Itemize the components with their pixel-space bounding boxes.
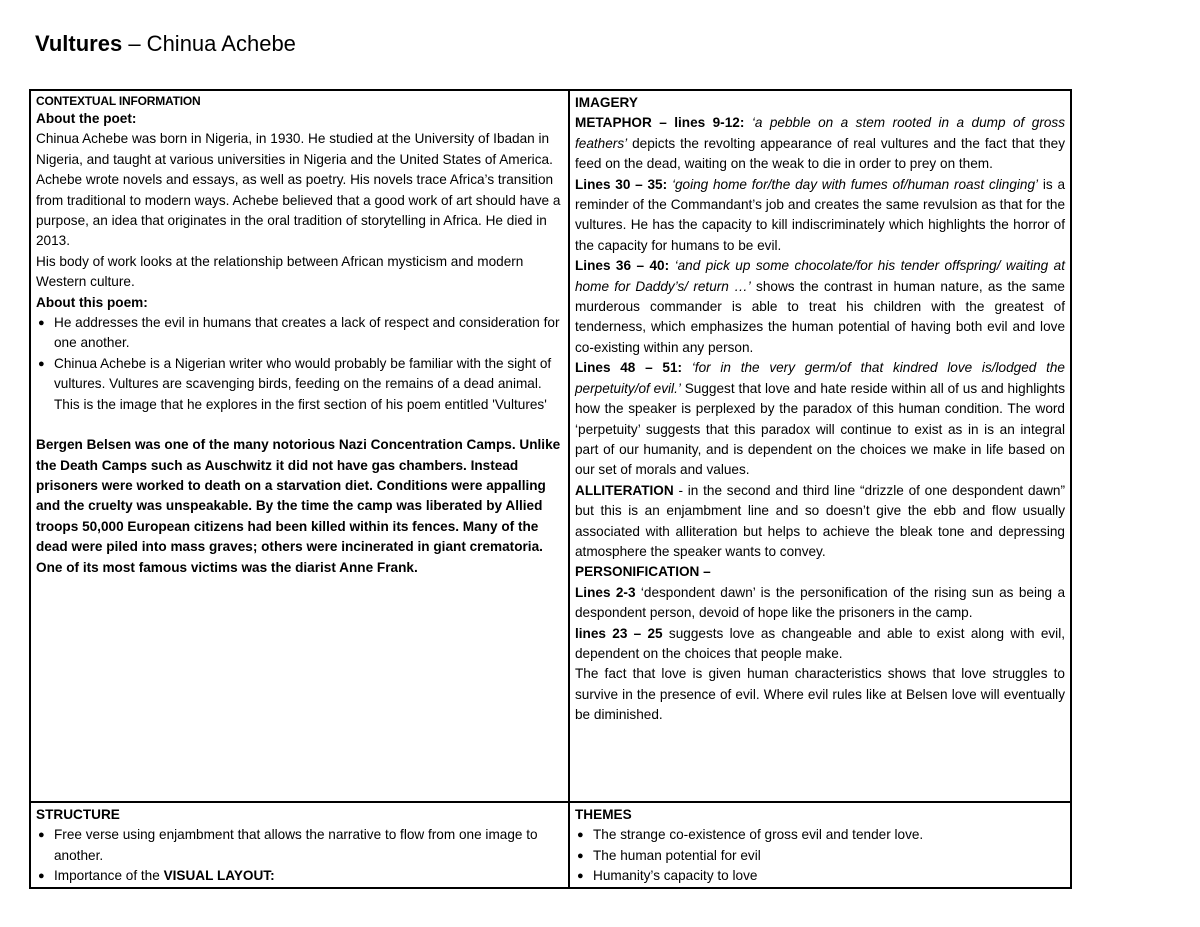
closing-paragraph: The fact that love is given human characteristics shows that love struggles to survive in the presence of evil. Where evil rules like at Belsen love will eventually be diminished. xyxy=(575,666,1065,723)
list-item: ● The strange co-existence of gross evil and tender love. xyxy=(593,825,1065,845)
list-item: ● Chinua Achebe is a Nigerian writer who would probably be familiar with the sight of vultures. Vultures are scavenging birds, feeding on the remains of a dead animal. This is the image that he explores in the first section of his poem entitled 'Vultures' xyxy=(38,355,552,412)
structure-list xyxy=(36,825,563,886)
list-item: ● Free verse using enjambment that allows the narrative to flow from one image to another. xyxy=(38,827,538,863)
imagery-heading: IMAGERY xyxy=(575,95,638,110)
bullet-icon: ● xyxy=(38,357,45,370)
list-item: ● The human potential for evil xyxy=(593,846,1065,866)
themes-list xyxy=(575,825,1065,886)
alliteration-paragraph: ALLITERATION - in the second and third line “drizzle of one despondent dawn” but this is an enjambment line and so doesn’t give the ebb and flow usually associated with alliteration but helps to achieve the bleak tone and depressing atmosphere the speaker wants to convey. xyxy=(575,482,1065,559)
list-item: ● He addresses the evil in humans that creates a lack of respect and consideration for one another. xyxy=(38,315,560,351)
about-poet-text-2: His body of work looks at the relationship between African mysticism and modern Western culture. xyxy=(36,253,524,290)
about-poem-heading: About this poem: xyxy=(36,294,148,310)
belsen-paragraph: Bergen Belsen was one of the many notorious Nazi Concentration Camps. Unlike the Death Camps such as Auschwitz it did not have gas chambers. Instead prisoners were worked to death on a starvation diet. Conditions were appalling and the cruelty was unspeakable. By the time the camp was liberated by Allied troops 50,000 European citizens had been killed within its fences. Many of the dead were piled into mass graves; others were incinerated in giant crematoria. One of its most famous victims was the diarist Anne Frank. xyxy=(36,437,561,575)
title-author: – Chinua Achebe xyxy=(122,31,296,56)
bullet-icon: ● xyxy=(577,849,584,862)
list-item: ● Importance of the VISUAL LAYOUT: xyxy=(54,866,563,886)
themes-heading: THEMES xyxy=(575,807,632,822)
context-cell xyxy=(30,90,569,802)
structure-cell xyxy=(30,802,569,888)
personification-heading: PERSONIFICATION – xyxy=(575,564,711,580)
lines-48-51-paragraph: Lines 48 – 51: ‘for in the very germ/of that kindred love is/lodged the perpetuity/of evil.’ Suggest that love and hate reside within all of us and highlights how the speaker is perplexed by the paradox of this human condition. The word ‘perpetuity’ suggests that this paradox will continue to exist as in is an integral part of our humanity, and is dependent on the choices we make in life based on our set of morals and values. xyxy=(575,360,1065,478)
lines-36-40-paragraph: Lines 36 – 40: ‘and pick up some chocolate/for his tender offspring/ waiting at home for Daddy’s/ return …’ shows the contrast in human nature, as the same murderous commander is able to treat his children with the greatest of tenderness, which emphasizes the human potential of having both evil and love co-existing within any person. xyxy=(575,258,1065,355)
list-item: ● Humanity’s capacity to love xyxy=(593,866,1065,886)
about-poem-list xyxy=(36,313,563,415)
bullet-icon: ● xyxy=(38,317,45,330)
context-heading: CONTEXTUAL INFORMATION xyxy=(36,94,201,108)
bullet-icon: ● xyxy=(38,829,45,842)
document-title xyxy=(35,30,296,58)
structure-heading: STRUCTURE xyxy=(36,807,120,822)
about-poet-heading: About the poet: xyxy=(36,111,137,126)
title-poem-name: Vultures xyxy=(35,31,123,56)
lines-30-35-paragraph: Lines 30 – 35: ‘going home for/the day with fumes of/human roast clinging’ is a reminder of the Commandant’s job and creates the same revulsion as that for the vultures. He has the capacity to kill indiscriminately which highlights the horror of the capacity for humans to be evil. xyxy=(575,176,1065,253)
lines-2-3-paragraph: Lines 2-3 ‘despondent dawn’ is the personification of the rising sun as being a despondent person, devoid of hope like the prisoners in the camp. xyxy=(575,584,1066,621)
table-row xyxy=(30,802,1071,888)
about-poet-text: Chinua Achebe was born in Nigeria, in 1930. He studied at the University of Ibadan in Nigeria, and taught at various universities in Nigeria and the United States of America. Achebe wrote novels and essays, as well as poetry. His novels trace Africa’s transition from traditional to modern ways. Achebe believed that a good work of art should have a purpose, an idea that originates in the oral tradition of storytelling in Africa. He died in 2013. xyxy=(36,131,561,249)
bullet-icon: ● xyxy=(577,829,584,842)
lines-23-25-paragraph: lines 23 – 25 suggests love as changeable and able to exist along with evil, dependent on the choices that people make. xyxy=(575,625,1065,661)
bullet-icon: ● xyxy=(38,870,45,883)
bullet-icon: ● xyxy=(577,870,584,883)
notes-table xyxy=(29,89,1072,889)
imagery-cell xyxy=(569,90,1071,802)
metaphor-paragraph: METAPHOR – lines 9-12: ‘a pebble on a stem rooted in a dump of gross feathers’ depicts the revolting appearance of real vultures and the fact that they feed on the dead, waiting on the weak to die in order to prey on them. xyxy=(575,115,1065,172)
themes-cell xyxy=(569,802,1071,888)
table-row xyxy=(30,90,1071,802)
